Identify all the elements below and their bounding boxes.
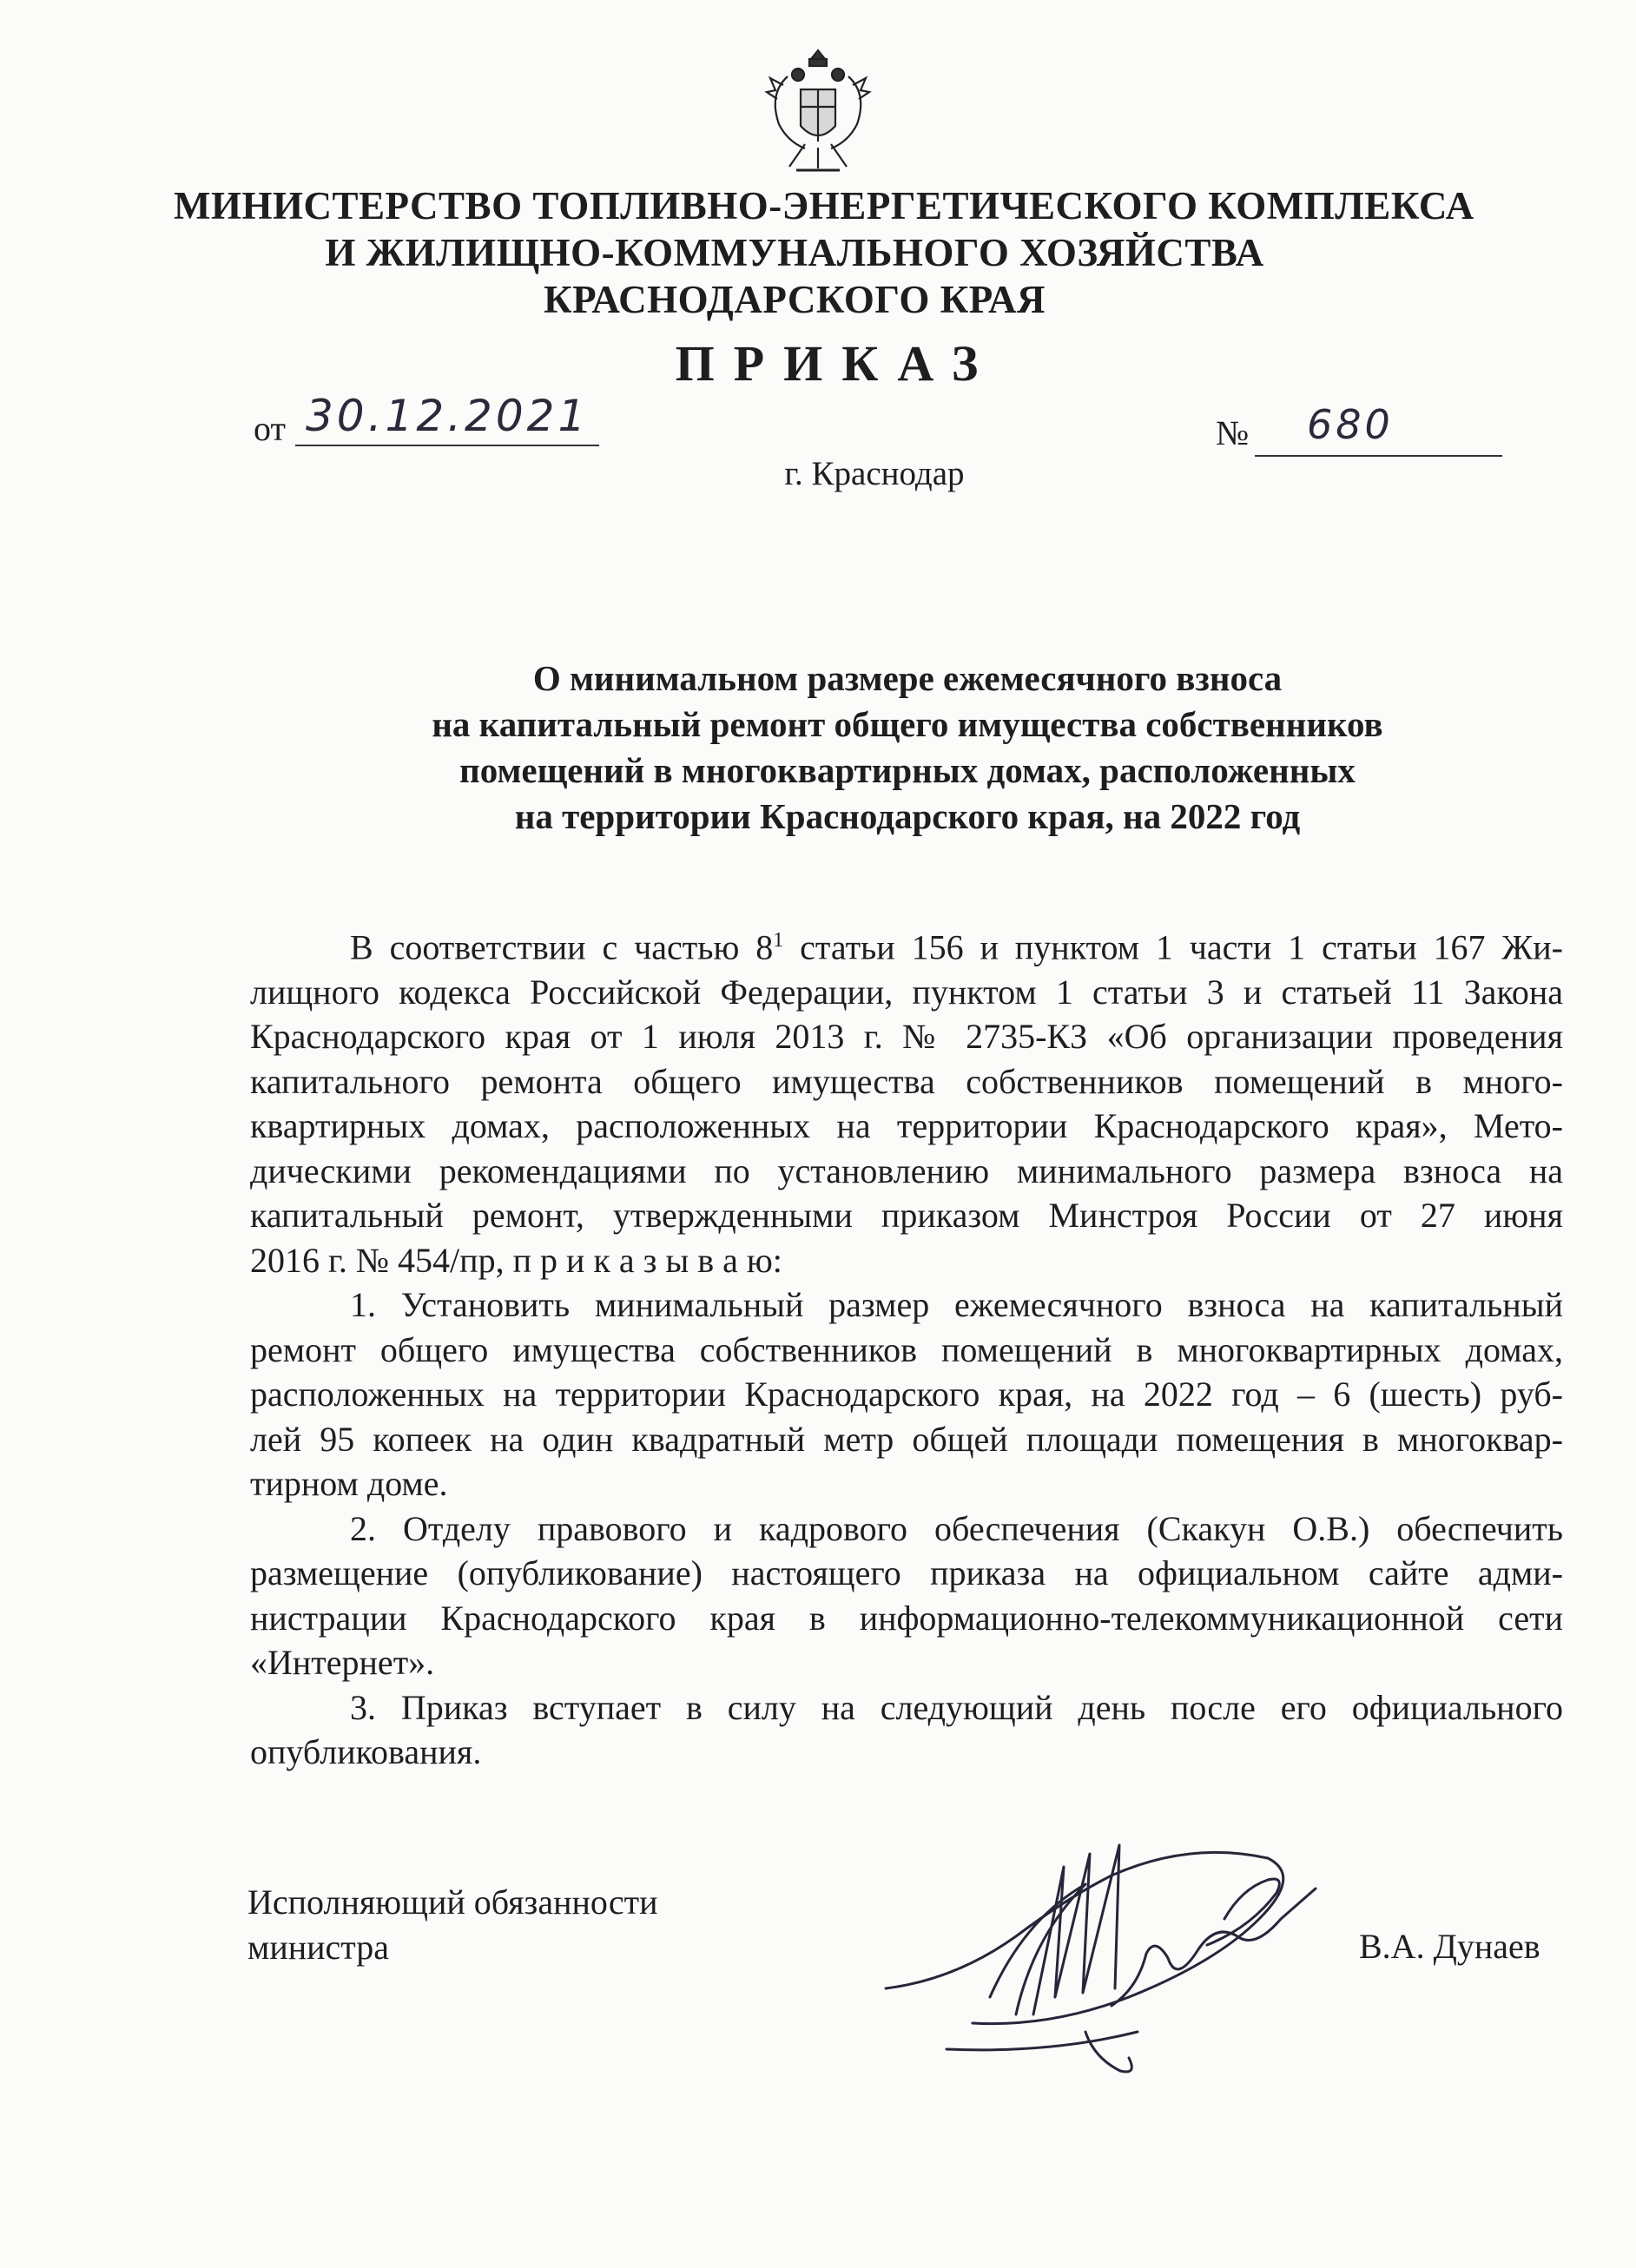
subject-line: на территории Краснодарского края, на 2022 год [514,796,1301,836]
superscript: 1 [773,929,784,952]
number-label: № [1216,413,1250,452]
handwritten-signature-icon [860,1806,1372,2084]
order-subject [261,656,1554,840]
item-1-line: ремонт общего имущества собственников помещений в многоквартирных домах, [250,1329,1563,1369]
item-2-line: размещение (опубликование) настоящего приказа на официальном сайте адми- [250,1553,1563,1593]
body-line: 2016 г. № 454/пр, п р и к а з ы в а ю: [250,1240,782,1280]
ministry-line-2: И ЖИЛИЩНО-КОММУНАЛЬНОГО ХОЗЯЙСТВА [325,231,1264,274]
city-name: г. Краснодар [784,455,965,492]
body-text-fragment: В соответствии с частью 8 [350,927,774,967]
ministry-line-3: КРАСНОДАРСКОГО КРАЯ [544,278,1046,321]
item-1-line: тирном доме. [250,1464,448,1504]
subject-line: на капитальный ремонт общего имущества собственников [432,704,1383,744]
body-line: дическими рекомендациями по установлению минимального размера взноса на [250,1150,1563,1190]
body-line: квартирных домах, расположенных на территории Краснодарского края», Мето- [250,1106,1563,1146]
subject-line: О минимальном размере ежемесячного взноса [532,658,1283,698]
item-2-line: «Интернет». [250,1643,435,1683]
handwritten-date: 30.12.2021 [295,391,599,446]
body-line: капитального ремонта общего имущества собственников помещений в много- [250,1061,1563,1101]
item-3-line: опубликования. [250,1732,482,1772]
body-line: лищного кодекса Российской Федерации, пунктом 1 статьи 3 и статьей 11 Закона [250,972,1563,1012]
ministry-name [174,182,1474,323]
ministry-line-1: МИНИСТЕРСТВО ТОПЛИВНО-ЭНЕРГЕТИЧЕСКОГО КОМПЛЕКСА [174,184,1474,227]
order-body [250,919,1563,1775]
item-1-line: лей 95 копеек на один квадратный метр общей площади помещения в многоквар- [250,1419,1563,1459]
document-type-heading: ПРИКАЗ [675,335,998,392]
signer-position-line: Исполняющий обязанности [247,1882,658,1922]
body-text-fragment: статьи 156 и пунктом 1 части 1 статьи 167 Жи- [783,927,1563,967]
item-2-line: нистрации Краснодарского края в информационно-телекоммуникационной сети [250,1598,1563,1638]
subject-line: помещений в многоквартирных домах, расположенных [459,750,1356,790]
signer-position-line: министра [247,1928,390,1967]
signer-position [247,1880,658,1970]
body-line [250,919,1563,970]
date-label: от [254,409,286,448]
item-3-line: 3. Приказ вступает в силу на следующий день после его официального [350,1687,1563,1727]
item-2-line: 2. Отделу правового и кадрового обеспечения (Скакун О.В.) обеспечить [350,1508,1563,1548]
signer-name: В.А. Дунаев [1359,1927,1540,1966]
body-line: Краснодарского края от 1 июля 2013 г. № 2735-КЗ «Об организации проведения [250,1017,1563,1057]
handwritten-order-number: 680 [1255,401,1502,457]
item-1-line: расположенных на территории Краснодарского края, на 2022 год – 6 (шесть) руб- [250,1375,1563,1414]
coat-of-arms-icon [762,42,874,181]
item-1-line: 1. Установить минимальный размер ежемесячного взноса на капитальный [350,1285,1563,1325]
body-line: капитальный ремонт, утвержденными приказом Минстроя России от 27 июня [250,1196,1563,1236]
